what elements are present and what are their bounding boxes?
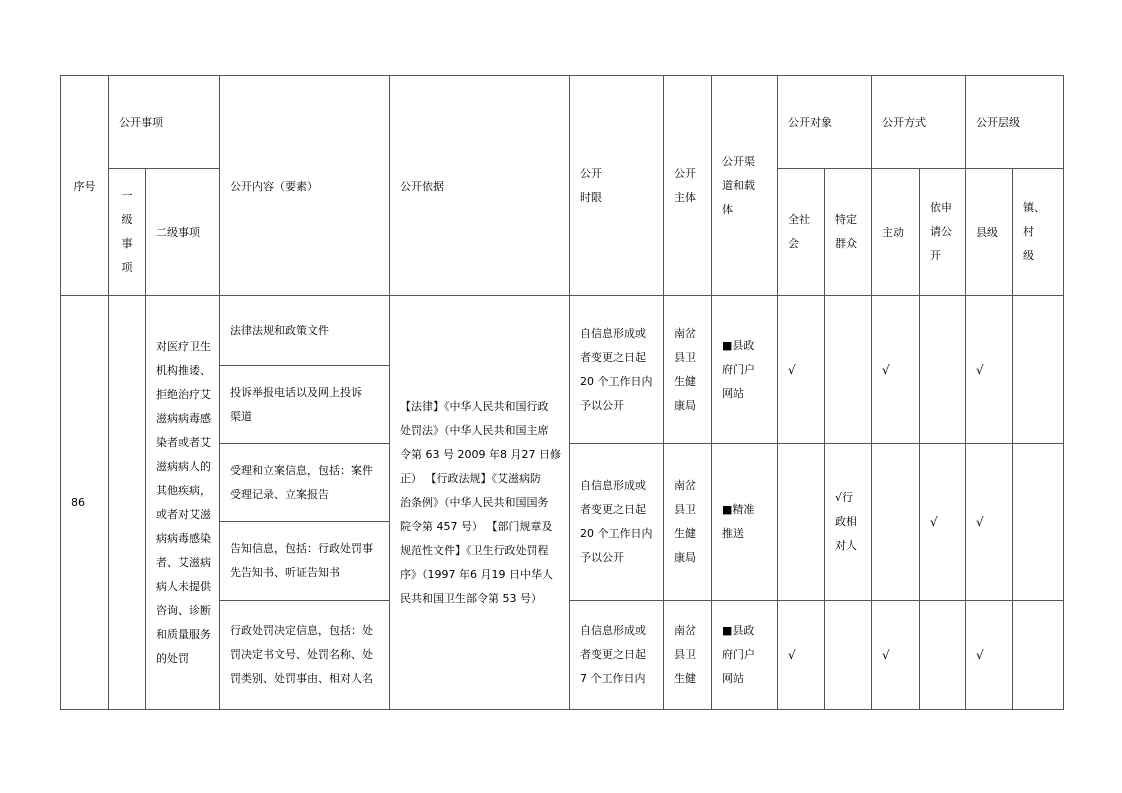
target-specific-2: √行 政相 对人	[825, 444, 872, 601]
header-basis: 公开依据	[390, 76, 570, 296]
header-seq: 序号	[61, 76, 109, 296]
target-all-3: √	[778, 601, 825, 710]
content-item-2: 投诉举报电话以及网上投诉 渠道	[220, 366, 390, 444]
row-level2: 对医疗卫生 机构推诿、 拒绝治疗艾 滋病病毒感 染者或者艾 滋病病人的 其他疾病， 或者对艾滋 病病毒感染 者、艾滋病 病人未提供 咨询、诊断 和质量服务 的处罚	[146, 296, 220, 710]
level-town-2	[1013, 444, 1064, 601]
target-specific-1	[825, 296, 872, 444]
time-limit-3: 自信息形成或 者变更之日起 7 个工作日内	[570, 601, 664, 710]
method-apply-3	[920, 601, 966, 710]
row-seq: 86	[61, 296, 109, 710]
time-limit-1: 自信息形成或 者变更之日起 20 个工作日内 予以公开	[570, 296, 664, 444]
header-method-active: 主动	[872, 169, 920, 296]
header-level1: 一 级 事 项	[109, 169, 146, 296]
header-level-town: 镇、 村 级	[1013, 169, 1064, 296]
row-level1-empty	[109, 296, 146, 710]
content-item-1: 法律法规和政策文件	[220, 296, 390, 366]
content-item-4: 告知信息，包括：行政处罚事 先告知书、听证告知书	[220, 522, 390, 601]
header-target-specific: 特定 群众	[825, 169, 872, 296]
target-all-2	[778, 444, 825, 601]
method-active-2	[872, 444, 920, 601]
header-level2: 二级事项	[146, 169, 220, 296]
header-channel: 公开渠 道和载 体	[712, 76, 778, 296]
header-target-all: 全社 会	[778, 169, 825, 296]
row-basis: 【法律】《中华人民共和国行政 处罚法》（中华人民共和国主席 令第 63 号 2009 年8 月27 日修 正） 【行政法规】《艾滋病防 治条例》（中华人民共和国国务 院令第 457 号） 【部门规章及 规范性文件】《卫生行政处罚程 序》（1997 年6 月19 日中华人 民共和国卫生部令第 53 号）	[390, 296, 570, 710]
level-county-3: √	[966, 601, 1013, 710]
subject-3: 南岔 县卫 生健	[664, 601, 712, 710]
header-method: 公开方式	[872, 76, 966, 169]
level-county-2: √	[966, 444, 1013, 601]
method-apply-1	[920, 296, 966, 444]
header-matter: 公开事项	[109, 76, 220, 169]
header-time-limit: 公开 时限	[570, 76, 664, 296]
header-level-county: 县级	[966, 169, 1013, 296]
header-target: 公开对象	[778, 76, 872, 169]
target-specific-3	[825, 601, 872, 710]
channel-3: ■县政 府门户 网站	[712, 601, 778, 710]
content-item-3: 受理和立案信息，包括：案件 受理记录、立案报告	[220, 444, 390, 522]
time-limit-2: 自信息形成或 者变更之日起 20 个工作日内 予以公开	[570, 444, 664, 601]
method-active-1: √	[872, 296, 920, 444]
subject-1: 南岔 县卫 生健 康局	[664, 296, 712, 444]
header-level: 公开层级	[966, 76, 1064, 169]
header-method-apply: 依申 请公 开	[920, 169, 966, 296]
channel-1: ■县政 府门户 网站	[712, 296, 778, 444]
level-town-1	[1013, 296, 1064, 444]
disclosure-table	[60, 75, 1064, 710]
level-town-3	[1013, 601, 1064, 710]
subject-2: 南岔 县卫 生健 康局	[664, 444, 712, 601]
level-county-1: √	[966, 296, 1013, 444]
header-content: 公开内容（要素）	[220, 76, 390, 296]
target-all-1: √	[778, 296, 825, 444]
channel-2: ■精准 推送	[712, 444, 778, 601]
method-active-3: √	[872, 601, 920, 710]
header-subject: 公开 主体	[664, 76, 712, 296]
method-apply-2: √	[920, 444, 966, 601]
content-item-5: 行政处罚决定信息，包括：处 罚决定书文号、处罚名称、处 罚类别、处罚事由、相对人名	[220, 601, 390, 710]
